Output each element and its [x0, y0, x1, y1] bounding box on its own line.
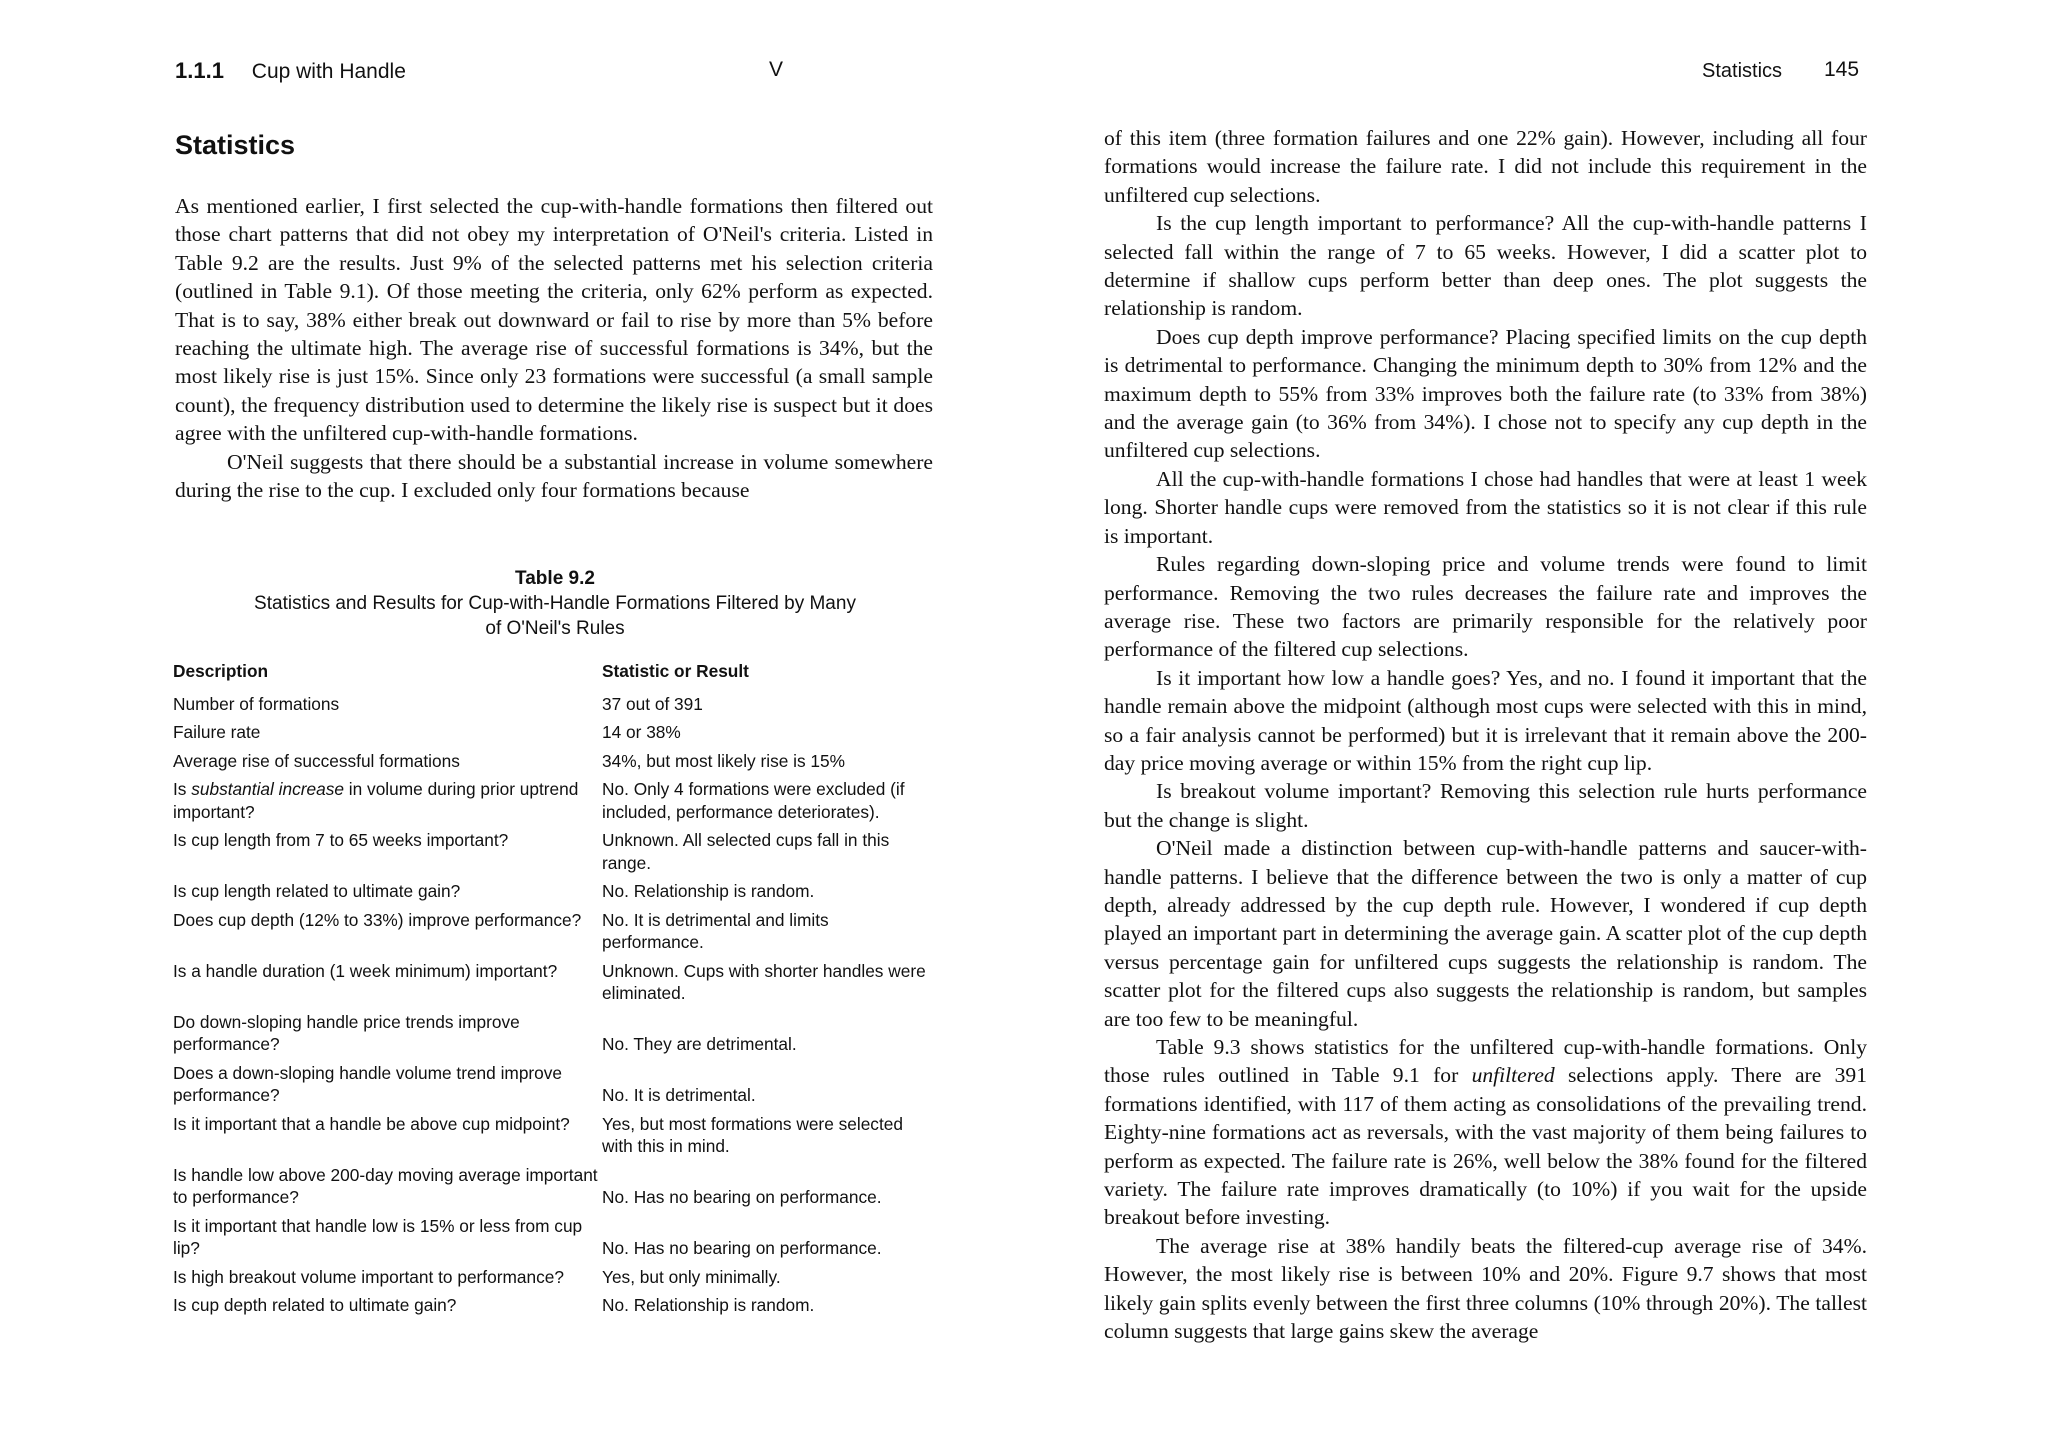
- row-description: Is a handle duration (1 week minimum) important?: [173, 960, 558, 981]
- row-description: Is cup depth related to ultimate gain?: [173, 1295, 457, 1315]
- table-row: [173, 750, 933, 779]
- table-header-row: [173, 660, 933, 693]
- row-description: Is it important that a handle be above cup midpoint?: [173, 1113, 570, 1134]
- row-result: Yes, but most formations were selected with this in mind.: [602, 1113, 903, 1156]
- header-mark: V: [769, 58, 784, 81]
- paragraph: Is the cup length important to performance? All the cup-with-handle patterns I selected fall within the range of 7 to 65 weeks. However, I did a scatter plot to determine if shallow cups perform better than deep ones. The plot suggests the relationship is random.: [1104, 211, 1867, 321]
- table-caption: [175, 566, 935, 641]
- paragraph-text: selections apply. There are 391 formations identified, with 117 of them acting as consolidations of the prevailing trend. Eighty-nine formations act as reversals, with the vast majority of them being failures to perform as expected. The failure rate is 26%, well below the 38% found for the filtered variety. The failure rate improves dramatically (to 10%) if you wait for the upside breakout before investing.: [1104, 1063, 1867, 1230]
- paragraph: O'Neil suggests that there should be a substantial increase in volume somewhere during the rise to the cup. I excluded only four formations because: [175, 449, 933, 503]
- table-row: [173, 880, 933, 909]
- paragraph: The average rise at 38% handily beats the filtered-cup average rise of 34%. However, the most likely rise is between 10% and 20%. Figure 9.7 shows that most likely gain splits evenly between the first three columns (10% through 20%). The tallest column suggests that large gains skew the average: [1104, 1233, 1867, 1344]
- description-text: in volume during prior uptrend important?: [173, 779, 579, 822]
- paragraph: O'Neil made a distinction between cup-with-handle patterns and saucer-with-handle patterns. I believe that the difference between the two is only a matter of cup depth, already addressed by the cup depth rule. However, I wondered if cup depth played an important part in determining the average gain. A scatter plot of the cup depth versus percentage gain for unfiltered cups suggests the relationship is random. The scatter plot for the filtered cups also suggests the relationship is random, but samples are too few to be meaningful.: [1104, 836, 1867, 1031]
- row-description: Does cup depth (12% to 33%) improve performance?: [173, 909, 582, 930]
- table-row: [173, 960, 933, 1011]
- table-row: [173, 1113, 933, 1164]
- row-description: Is cup length from 7 to 65 weeks important?: [173, 830, 509, 850]
- row-result: No. Has no bearing on performance.: [602, 1238, 882, 1258]
- table-row: [173, 1266, 933, 1295]
- paragraph: All the cup-with-handle formations I chose had handles that were at least 1 week long. Shorter handle cups were removed from the statistics so it is not clear if this rule is important.: [1104, 466, 1867, 548]
- right-running-head-title: Statistics: [1702, 60, 1783, 82]
- table-row: [173, 1294, 933, 1323]
- row-result: No. Relationship is random.: [602, 1295, 815, 1315]
- row-description: Number of formations: [173, 693, 340, 714]
- row-result: 14 or 38%: [602, 722, 681, 742]
- row-result: No. Has no bearing on performance.: [602, 1187, 882, 1207]
- paragraph: Is it important how low a handle goes? Yes, and no. I found it important that the handle remain above the midpoint (although most cups were selected with this in mind, so a fair analysis cannot be performed) but it is irrelevant that it remain above the 200-day price moving average or within 15% from the right cup lip.: [1104, 665, 1867, 775]
- col-header-result: Statistic or Result: [602, 661, 749, 681]
- section-title: Statistics: [175, 130, 296, 160]
- row-description: [173, 778, 598, 829]
- table-row: [173, 721, 933, 750]
- row-result: No. They are detrimental.: [602, 1034, 797, 1054]
- table-row: [173, 1164, 933, 1215]
- row-result: 34%, but most likely rise is 15%: [602, 750, 845, 771]
- row-result: Yes, but only minimally.: [602, 1266, 781, 1287]
- paragraph: [1104, 1033, 1867, 1232]
- left-chapter-title: Cup with Handle: [251, 60, 406, 83]
- row-description: Does a down-sloping handle volume trend improve performance?: [173, 1062, 563, 1105]
- row-description: Is cup length related to ultimate gain?: [173, 881, 461, 901]
- row-result: No. Only 4 formations were excluded (if included, performance deteriorates).: [602, 779, 905, 822]
- right-body-text: [1104, 124, 1867, 1345]
- row-result: No. It is detrimental.: [602, 1085, 756, 1105]
- row-result: Unknown. Cups with shorter handles were eliminated.: [602, 960, 926, 1003]
- table-row: [173, 1062, 933, 1113]
- row-description: Is handle low above 200-day moving average important to performance?: [173, 1164, 598, 1207]
- description-emphasis: substantial increase: [191, 779, 344, 799]
- statistics-table: [173, 660, 933, 1323]
- table-number: Table 9.2: [515, 568, 595, 589]
- description-text: Is: [173, 779, 192, 799]
- table-title-line-1: Statistics and Results for Cup-with-Handle Formations Filtered by Many: [254, 593, 856, 614]
- row-description: Average rise of successful formations: [173, 750, 460, 771]
- paragraph: As mentioned earlier, I first selected the cup-with-handle formations then filtered out those chart patterns that did not obey my interpretation of O'Neil's criteria. Listed in Table 9.2 are the results. Just 9% of the selected patterns met his selection criteria (outlined in Table 9.1). Of those meeting the criteria, only 62% perform as expected. That is to say, 38% either break out downward or fail to rise by more than 5% before reaching the ultimate high. The average rise of successful formations is 34%, but the most likely rise is just 15%. Since only 23 formations were successful (a small sample count), the frequency distribution used to determine the likely rise is suspect but it does agree with the unfiltered cup-with-handle formations.: [175, 194, 933, 446]
- table-row: [173, 778, 933, 829]
- left-running-head: [175, 58, 406, 84]
- row-result: 37 out of 391: [602, 693, 703, 714]
- left-body-text: [175, 192, 933, 504]
- row-description: Do down-sloping handle price trends improve performance?: [173, 1011, 520, 1054]
- table-row: [173, 1011, 933, 1062]
- row-result: No. Relationship is random.: [602, 881, 815, 901]
- row-description: Failure rate: [173, 722, 261, 742]
- table-title-line-2: of O'Neil's Rules: [485, 618, 625, 639]
- paragraph: Is breakout volume important? Removing this selection rule hurts performance but the change is slight.: [1104, 779, 1867, 832]
- left-page-number: 1.1.1: [175, 58, 224, 83]
- table-row: [173, 829, 933, 880]
- table-row: [173, 909, 933, 960]
- paragraph-emphasis: unfiltered: [1471, 1063, 1555, 1088]
- paragraph: Rules regarding down-sloping price and volume trends were found to limit performance. Removing the two rules decreases the failure rate and improves the average rise. These two factors are primarily responsible for the relatively poor performance of the filtered cup selections.: [1104, 552, 1867, 662]
- row-description: Is high breakout volume important to performance?: [173, 1266, 564, 1287]
- row-description: Is it important that handle low is 15% or less from cup lip?: [173, 1215, 583, 1258]
- row-result: Unknown. All selected cups fall in this range.: [602, 830, 890, 873]
- table-row: [173, 693, 933, 722]
- paragraph: of this item (three formation failures and one 22% gain). However, including all four formations would increase the failure rate. I did not include this requirement in the unfiltered cup selections.: [1104, 126, 1867, 207]
- paragraph: Does cup depth improve performance? Placing specified limits on the cup depth is detrimental to performance. Changing the minimum depth to 30% from 12% and the maximum depth to 55% from 33% improves both the failure rate (to 33% from 38%) and the average gain (to 36% from 34%). I chose not to specify any cup depth in the unfiltered cup selections.: [1104, 324, 1867, 463]
- col-header-description: Description: [173, 661, 269, 681]
- row-result: No. It is detrimental and limits performance.: [602, 909, 829, 952]
- right-page-number: 145: [1824, 58, 1860, 81]
- paragraph-text: Table 9.3 shows statistics for the unfiltered cup-with-handle formations. Only those rules outlined in Table 9.1 for: [1104, 1035, 1867, 1088]
- right-page: [1024, 0, 2048, 1451]
- table-row: [173, 1215, 933, 1266]
